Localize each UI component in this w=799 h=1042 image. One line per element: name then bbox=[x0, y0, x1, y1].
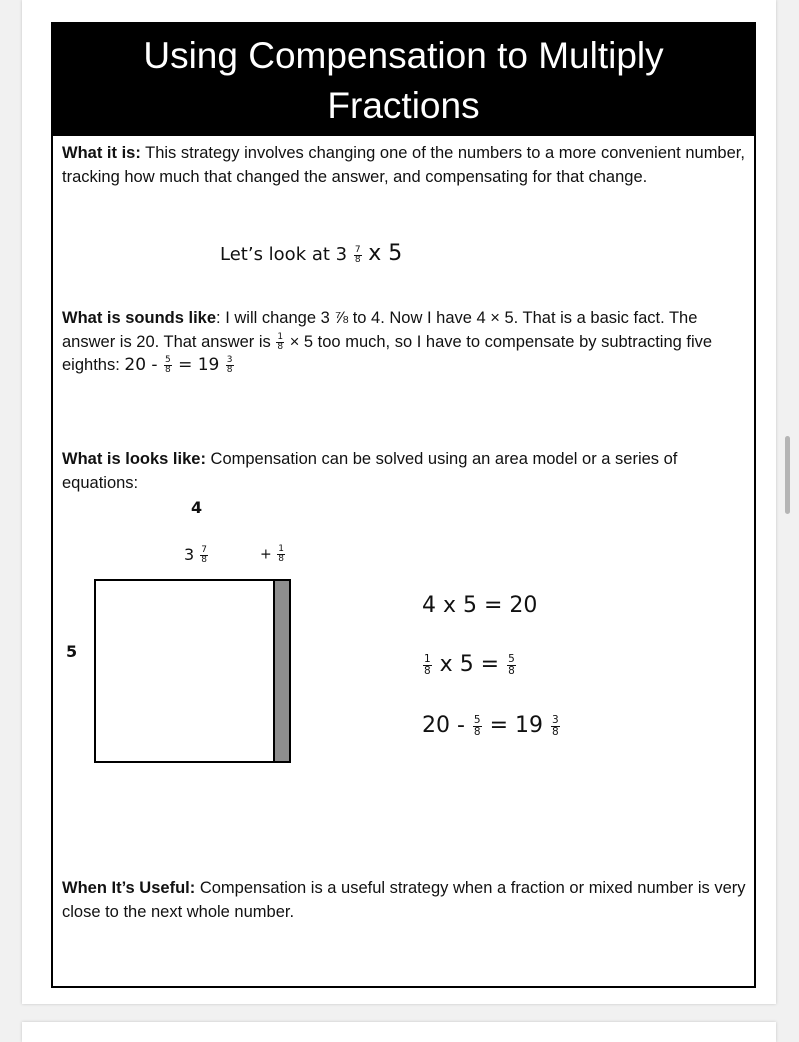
left-part-numerator: 7 bbox=[201, 545, 208, 555]
sounds-like-expression-start: 20 - bbox=[124, 355, 163, 375]
sounds-frac3-denominator: 8 bbox=[226, 365, 233, 376]
when-useful-section bbox=[62, 877, 752, 924]
area-model-shaded-strip bbox=[273, 579, 291, 763]
what-it-is-label: What it is: bbox=[62, 144, 141, 162]
left-part-denominator: 8 bbox=[201, 555, 208, 565]
example-suffix: x 5 bbox=[368, 241, 403, 266]
equation-1: 4 x 5 = 20 bbox=[422, 593, 538, 618]
page-title bbox=[52, 23, 755, 136]
eq2-left-numerator: 1 bbox=[424, 653, 431, 665]
right-part-fraction bbox=[277, 545, 285, 564]
next-page-edge bbox=[22, 1022, 776, 1042]
title-line-2: Fractions bbox=[327, 85, 480, 126]
left-part-whole: 3 bbox=[184, 545, 195, 564]
vertical-scrollbar[interactable] bbox=[785, 436, 790, 514]
example-frac-denominator: 8 bbox=[354, 254, 361, 265]
eq2-left-denominator: 8 bbox=[424, 664, 431, 677]
right-part-denominator: 8 bbox=[278, 554, 284, 564]
area-model-left-part bbox=[184, 545, 209, 565]
eq3-start: 20 - bbox=[422, 713, 472, 738]
area-model-top-label: 4 bbox=[191, 498, 203, 517]
right-part-numerator: 1 bbox=[278, 544, 284, 554]
example-expression bbox=[220, 241, 402, 266]
title-line-1: Using Compensation to Multiply bbox=[143, 35, 664, 76]
what-it-is-text: This strategy involves changing one of the numbers to a more convenient number, tracking how much that changed the answer, and compensating for that change. bbox=[62, 144, 745, 186]
sounds-frac1-denominator: 8 bbox=[277, 341, 284, 352]
looks-like-label: What is looks like: bbox=[62, 450, 206, 468]
when-useful-label: When It’s Useful: bbox=[62, 879, 196, 897]
right-part-plus: + bbox=[260, 546, 272, 563]
area-model-right-part bbox=[260, 545, 286, 564]
equation-2 bbox=[422, 652, 517, 677]
area-model-side-label: 5 bbox=[66, 642, 78, 661]
eq3-fraction-left bbox=[473, 715, 482, 737]
sounds-frac3-numerator: 3 bbox=[226, 355, 233, 366]
sounds-like-section bbox=[62, 307, 752, 378]
eq2-right-denominator: 8 bbox=[508, 664, 515, 677]
eq3-left-numerator: 5 bbox=[473, 714, 481, 726]
sounds-like-text-2: × 5 too much, so I have to compensate by subtracting five eighths: bbox=[62, 332, 713, 374]
example-fraction bbox=[354, 246, 362, 265]
when-useful-text: Compensation is a useful strategy when a fraction or mixed number is very close to the next whole number. bbox=[62, 879, 746, 921]
left-part-fraction bbox=[200, 546, 208, 565]
eq2-right-numerator: 5 bbox=[508, 653, 515, 665]
eq2-fraction-right bbox=[507, 654, 516, 676]
area-model-rectangle bbox=[94, 579, 291, 763]
eq2-middle: x 5 = bbox=[432, 652, 507, 677]
sounds-like-fraction-1 bbox=[276, 333, 284, 352]
sounds-frac2-denominator: 8 bbox=[164, 365, 171, 376]
eq3-right-denominator: 8 bbox=[552, 725, 559, 738]
looks-like-section bbox=[62, 448, 752, 495]
eq3-right-numerator: 3 bbox=[552, 714, 559, 726]
sounds-like-fraction-2 bbox=[164, 356, 172, 375]
looks-like-text: Compensation can be solved using an area model or a series of equations: bbox=[62, 450, 678, 492]
what-it-is-section bbox=[62, 142, 752, 189]
sounds-frac2-numerator: 5 bbox=[164, 355, 171, 366]
eq2-fraction-left bbox=[423, 654, 432, 676]
sounds-like-fraction-3 bbox=[226, 356, 234, 375]
eq3-fraction-right bbox=[551, 715, 560, 737]
eq3-middle: = 19 bbox=[482, 713, 551, 738]
eq3-left-denominator: 8 bbox=[473, 725, 481, 738]
example-prefix: Let’s look at 3 bbox=[220, 244, 353, 265]
example-frac-numerator: 7 bbox=[354, 244, 361, 255]
sounds-like-label: What is sounds like bbox=[62, 309, 217, 327]
sounds-like-text-1: : I will change 3 ⅞ to 4. Now I have 4 × 5. That is a basic fact. The answer is 20. That answer is bbox=[62, 309, 698, 351]
equation-3 bbox=[422, 713, 561, 738]
sounds-like-expression-equals: = 19 bbox=[172, 355, 225, 375]
sounds-frac1-numerator: 1 bbox=[277, 331, 284, 342]
